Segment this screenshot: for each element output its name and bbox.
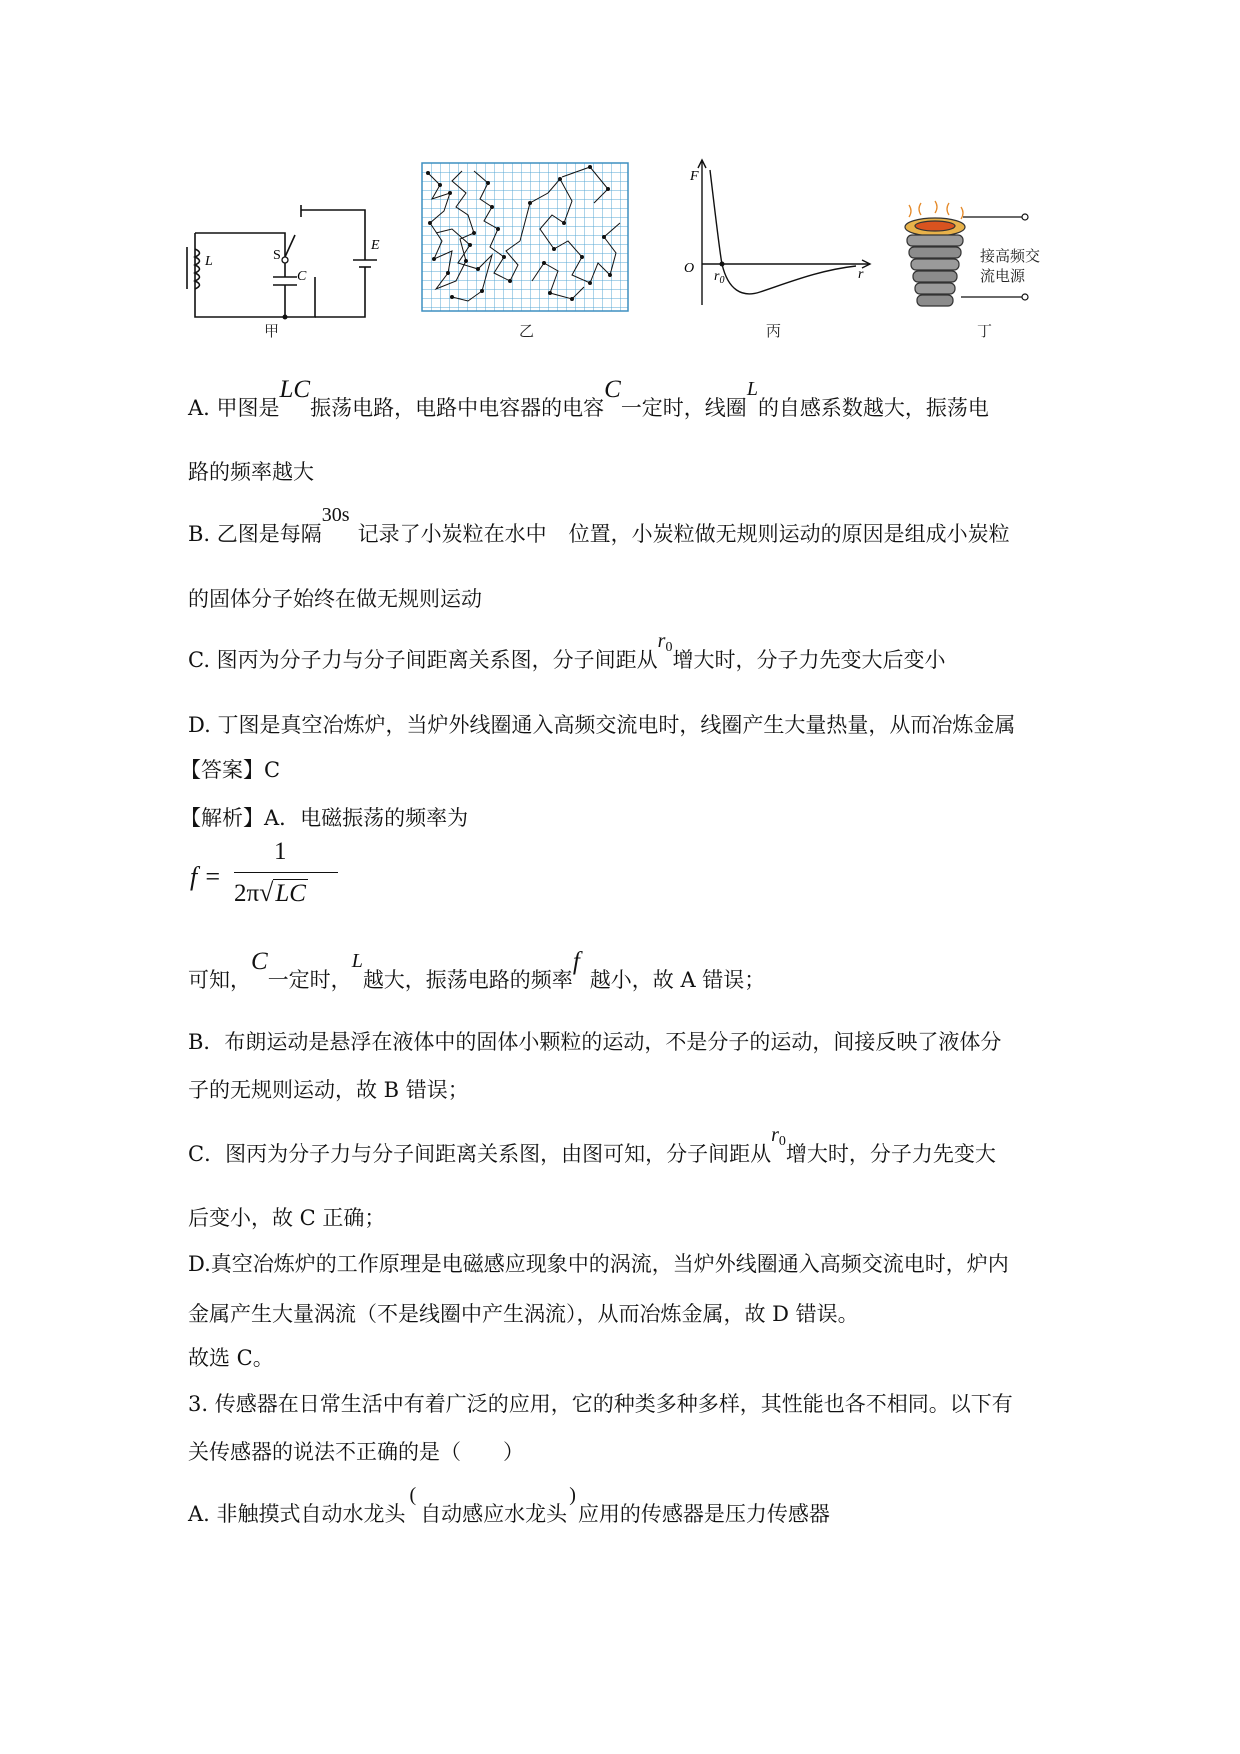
analysis-a: 可知，C一定时，L越大，振荡电路的频率f越小，故 A 错误； (188, 948, 766, 992)
analysis-intro: 【解析】A．电磁振荡的频率为 (180, 806, 469, 830)
answer: 【答案】C (180, 758, 281, 782)
label-o: O (684, 261, 695, 276)
option-d: D. 丁图是真空冶炼炉，当炉外线圈通入高频交流电时，线圈产生大量热量，从而冶炼金属 (188, 713, 1016, 737)
exam-page: L S C E 甲 乙 F O $r_0$ r 丙 接高频交 流电源 丁 A. 甲图是LC振荡电路，电路中电容器的电容C一定时，线圈L的自感系数越大，振荡电 路的频率越大 B. 乙图是每隔30s记录了小炭粒在水中 位置，小炭粒做无规则运动的原因是组成小炭粒 的固体分子始终在做无规则运动 C. 图丙为分子力与分子间距离关系图，分子间距从$r_0$增大时，分子力先变大后变小 D. 丁图是真空冶炼炉，当炉外线圈通入高频交流电时，线圈产生大量热量，从而冶炼金属 【答案】C 【解析】A．电磁振荡的频率为 f = 1 2π√LC 可知，C一定时，L越大，振荡电路的频率f越小，故 A 错误； B．布朗运动是悬浮在液体中的固体小颗粒的运动，不是分子的运动，间接反映了液体分 子的无规则运动，故 B 错误； C．图丙为分子力与分子间距离关系图，由图可知，分子间距从$r_0$增大时，分子力先变大 后变小，故 C 正确； D.真空冶炼炉的工作原理是电磁感应现象中的涡流，当炉外线圈通入高频交流电时，炉内 金属产生大量涡流（不是线圈中产生涡流），从而冶炼金属，故 D 错误。 故选 C。 3. 传感器在日常生活中有着广泛的应用，它的种类多种多样，其性能也各不相同。以下有 关传感器的说法不正确的是（ ） A. 非触摸式自动水龙头(自动感应水龙头)应用的传感器是压力传感器 (0, 0, 1240, 1754)
label-r: r (858, 267, 864, 282)
figure-jia-lc-circuit (175, 205, 380, 330)
label-f: F (690, 169, 699, 184)
question-3-option-a: A. 非触摸式自动水龙头(自动感应水龙头)应用的传感器是压力传感器 (188, 1484, 830, 1526)
analysis-d: D.真空冶炼炉的工作原理是电磁感应现象中的涡流，当炉外线圈通入高频交流电时，炉内 (188, 1252, 1009, 1276)
label-l: L (205, 254, 213, 269)
analysis-conclusion: 故选 C。 (188, 1346, 274, 1370)
option-a: A. 甲图是LC振荡电路，电路中电容器的电容C一定时，线圈L的自感系数越大，振荡电 (188, 376, 989, 420)
label-r0: $r_0$ (714, 269, 725, 286)
ding-power-label: 接高频交 流电源 (980, 247, 1041, 285)
analysis-d-cont: 金属产生大量涡流（不是线圈中产生涡流），从而冶炼金属，故 D 错误。 (188, 1302, 859, 1326)
analysis-b: B．布朗运动是悬浮在液体中的固体小颗粒的运动，不是分子的运动，间接反映了液体分 (188, 1030, 1002, 1054)
option-a-cont: 路的频率越大 (188, 460, 314, 484)
option-b: B. 乙图是每隔30s记录了小炭粒在水中 位置，小炭粒做无规则运动的原因是组成小炭粒 (188, 504, 1010, 546)
question-3-stem: 3. 传感器在日常生活中有着广泛的应用，它的种类多种多样，其性能也各不相同。以下有 (188, 1392, 1013, 1416)
caption-jia: 甲 (264, 322, 280, 340)
label-e: E (371, 238, 380, 253)
label-s: S (273, 248, 281, 263)
analysis-b-cont: 子的无规则运动，故 B 错误； (188, 1078, 469, 1102)
analysis-c: C．图丙为分子力与分子间距离关系图，由图可知，分子间距从$r_0$增大时，分子力先变大 (188, 1124, 996, 1166)
label-c: C (297, 269, 307, 284)
figure-yi-brownian-motion (422, 163, 628, 311)
option-b-cont: 的固体分子始终在做无规则运动 (188, 587, 482, 611)
analysis-c-cont: 后变小，故 C 正确； (188, 1206, 386, 1230)
caption-bing: 丙 (766, 322, 782, 340)
caption-yi: 乙 (519, 322, 535, 340)
option-c: C. 图丙为分子力与分子间距离关系图，分子间距从$r_0$增大时，分子力先变大后变小 (188, 630, 946, 672)
question-3-stem-cont: 关传感器的说法不正确的是（ ） (188, 1440, 524, 1464)
caption-ding: 丁 (977, 322, 993, 340)
figure-bing-force-graph (680, 160, 880, 310)
